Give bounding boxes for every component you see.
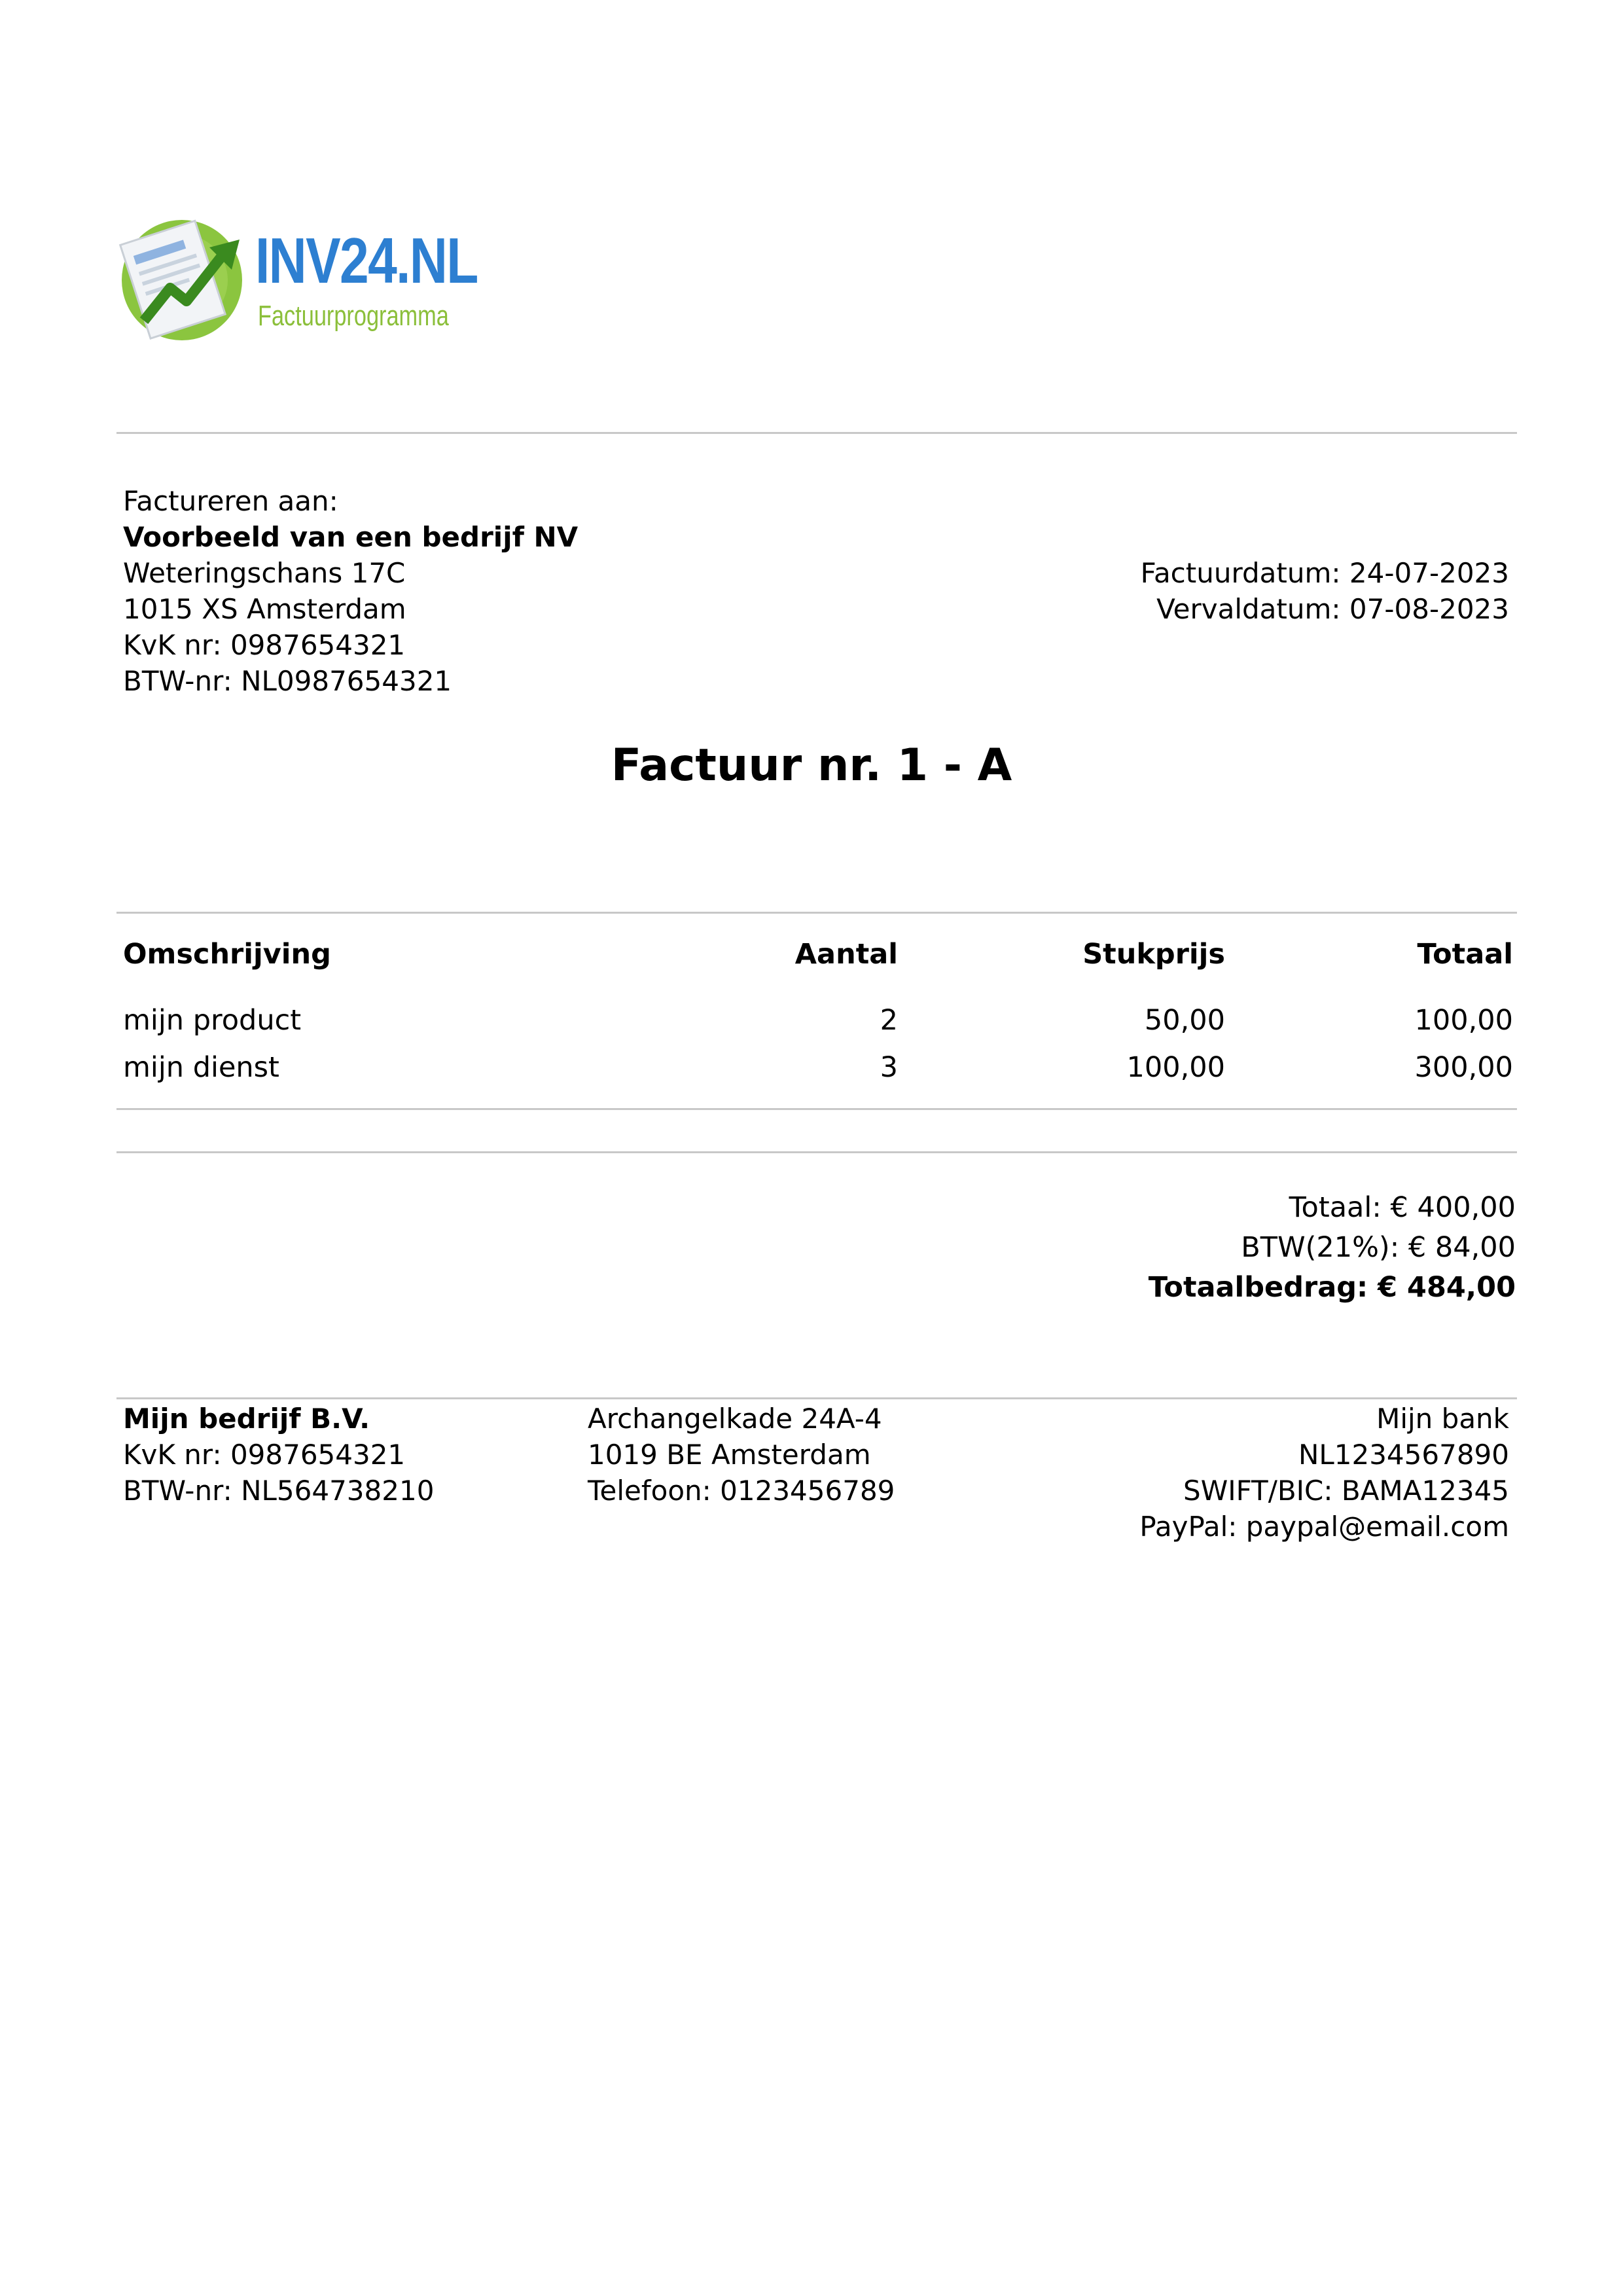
bill-to-btw: BTW-nr: NL0987654321 — [123, 665, 452, 697]
table-header-row — [123, 933, 1513, 997]
logo-graphic-icon — [118, 209, 255, 347]
bill-to-heading: Factureren aan: — [123, 485, 338, 517]
row-unit-price: 100,00 — [1126, 1051, 1225, 1084]
divider — [116, 912, 1517, 914]
divider — [116, 432, 1517, 434]
header-description: Omschrijving — [123, 938, 331, 971]
divider — [116, 1108, 1517, 1110]
footer-swift: SWIFT/BIC: BAMA12345 — [1183, 1475, 1509, 1507]
footer-bank-name: Mijn bank — [1376, 1403, 1509, 1435]
vat-amount: BTW(21%): € 84,00 — [1241, 1231, 1516, 1264]
logo-subtitle: Factuurprogramma — [258, 300, 449, 332]
row-description: mijn dienst — [123, 1051, 279, 1084]
bill-to-company: Voorbeeld van een bedrijf NV — [123, 521, 579, 553]
bill-to-block — [123, 483, 578, 699]
due-date: Vervaldatum: 07-08-2023 — [1156, 593, 1509, 625]
bill-to-street: Weteringschans 17C — [123, 557, 406, 589]
invoice-date: Factuurdatum: 24-07-2023 — [1140, 557, 1509, 589]
footer-company — [123, 1401, 434, 1509]
logo-brand-text: INV24.NL — [255, 224, 478, 296]
invoice-dates — [1141, 555, 1509, 627]
row-description: mijn product — [123, 1004, 302, 1037]
grand-total: Totaalbedrag: € 484,00 — [1148, 1271, 1516, 1304]
row-total: 300,00 — [1414, 1051, 1513, 1084]
footer-company-name: Mijn bedrijf B.V. — [123, 1403, 370, 1435]
footer-paypal: PayPal: paypal@email.com — [1139, 1511, 1509, 1543]
row-quantity: 3 — [880, 1051, 898, 1084]
row-unit-price: 50,00 — [1144, 1004, 1225, 1037]
header-quantity: Aantal — [794, 938, 898, 971]
table-row — [123, 997, 1513, 1044]
footer-kvk: KvK nr: 0987654321 — [123, 1439, 406, 1471]
header-unit-price: Stukprijs — [1082, 938, 1225, 971]
bill-to-kvk: KvK nr: 0987654321 — [123, 629, 406, 661]
items-table — [123, 933, 1513, 1091]
footer-address — [588, 1401, 895, 1509]
invoice-title: Factuur nr. 1 - A — [611, 740, 1012, 791]
table-row — [123, 1044, 1513, 1091]
bill-to-city: 1015 XS Amsterdam — [123, 593, 406, 625]
row-total: 100,00 — [1414, 1004, 1513, 1037]
footer-btw: BTW-nr: NL564738210 — [123, 1475, 435, 1507]
row-quantity: 2 — [880, 1004, 898, 1037]
divider — [116, 1151, 1517, 1153]
header-total: Totaal — [1417, 938, 1513, 971]
footer-street: Archangelkade 24A-4 — [588, 1403, 882, 1435]
subtotal: Totaal: € 400,00 — [1289, 1191, 1516, 1224]
footer-phone: Telefoon: 0123456789 — [588, 1475, 895, 1507]
footer-iban: NL1234567890 — [1298, 1439, 1509, 1471]
totals-block — [1149, 1188, 1516, 1308]
footer-bank — [1139, 1401, 1509, 1545]
divider — [116, 1397, 1517, 1399]
footer-city: 1019 BE Amsterdam — [588, 1439, 871, 1471]
company-logo — [118, 209, 478, 347]
